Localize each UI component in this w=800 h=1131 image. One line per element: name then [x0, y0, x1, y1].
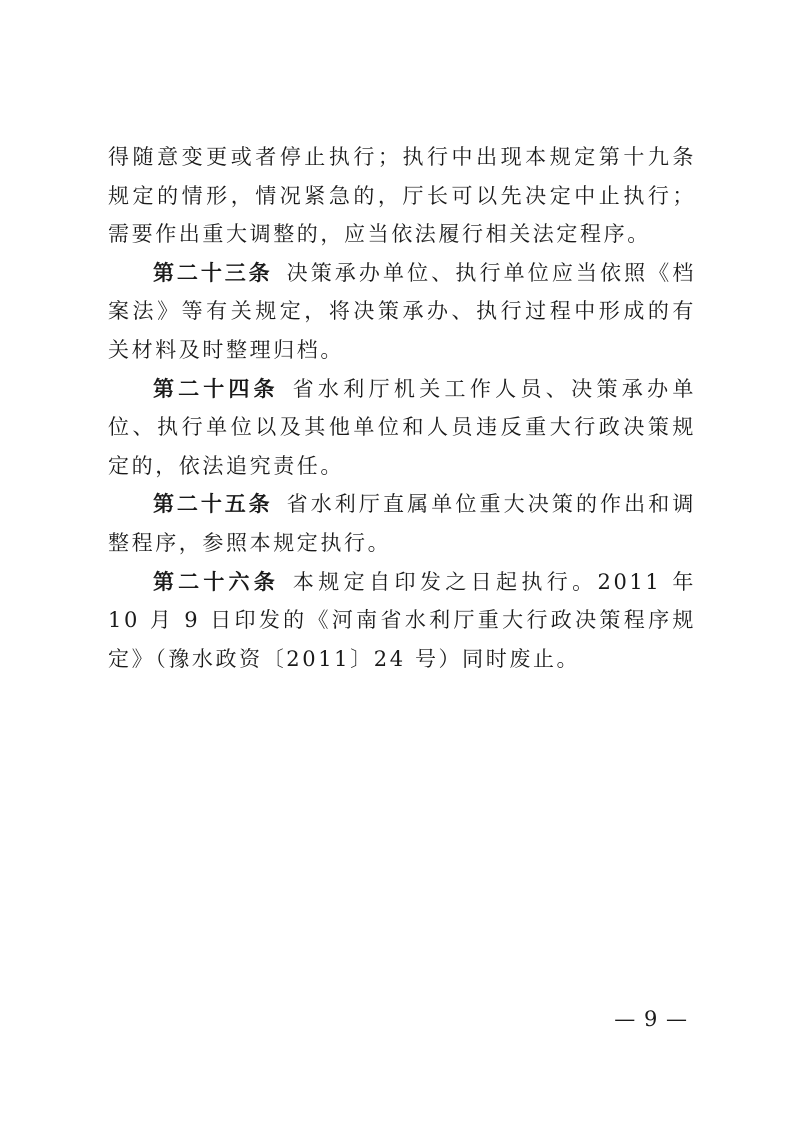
article-heading: 第二十四条 — [153, 376, 279, 401]
article-23 — [108, 254, 696, 370]
article-24 — [108, 370, 696, 486]
article-text: 决策承办单位、执行单位应当依照《档案法》等有关规定，将决策承办、执行过程中形成的有关材料及时整理归档。 — [108, 260, 697, 362]
paragraph-text: 得随意变更或者停止执行；执行中出现本规定第十九条规定的情形，情况紧急的，厅长可以先决定中止执行；需要作出重大调整的，应当依法履行相关法定程序。 — [108, 145, 696, 247]
article-text: 省水利厅直属单位重大决策的作出和调整程序，参照本规定执行。 — [108, 492, 697, 555]
article-text: 本规定自印发之日起执行。2011 年 10 月 9 日印发的《河南省水利厅重大行政决策程序规定》（豫水政资〔2011〕24 号）同时废止。 — [108, 569, 697, 671]
article-text: 省水利厅机关工作人员、决策承办单位、执行单位以及其他单位和人员违反重大行政决策规定的，依法追究责任。 — [108, 376, 697, 478]
article-26 — [108, 563, 696, 679]
article-25 — [108, 485, 696, 562]
article-heading: 第二十三条 — [153, 260, 273, 285]
article-heading: 第二十六条 — [153, 569, 279, 594]
page-number: — 9 — — [614, 1007, 688, 1031]
document-body — [108, 138, 696, 678]
paragraph-continuation — [108, 138, 696, 254]
article-heading: 第二十五条 — [153, 492, 273, 517]
